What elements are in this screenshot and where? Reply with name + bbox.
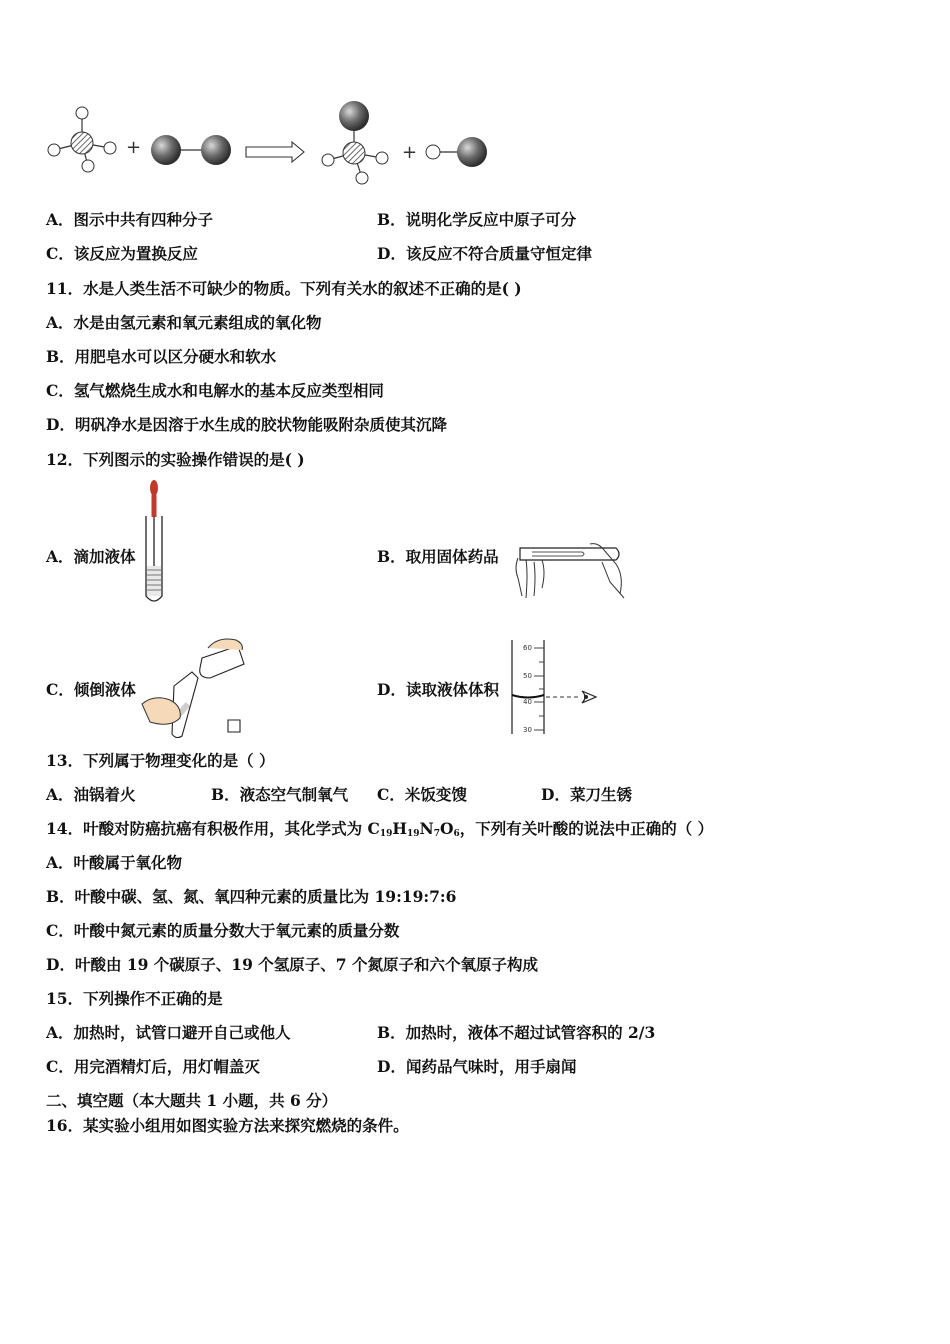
q14-stem	[46, 819, 713, 844]
dropper-bulb	[150, 480, 158, 496]
section2-title: 二、填空题（本大题共 1 小题，共 6 分）	[46, 1091, 338, 1110]
tick-label-60: 60	[523, 644, 532, 652]
q10-option-a: A．图示中共有四种分子	[46, 210, 214, 229]
formula-o-count: 6	[453, 829, 460, 839]
right-hand	[208, 639, 242, 650]
q13-option-b: B．液态空气制氧气	[211, 785, 349, 804]
formula-c-count: 19	[379, 829, 393, 839]
q12-option-b: B．取用固体药品	[377, 547, 499, 566]
dropper-test-tube-figure	[136, 478, 176, 608]
q11-option-d: D．明矾净水是因溶于水生成的胶状物能吸附杂质使其沉降	[46, 415, 447, 434]
formula-n: N	[419, 819, 434, 838]
q12-option-a: A．滴加液体	[46, 547, 136, 566]
tick-label-50: 50	[523, 672, 532, 680]
left-hand	[142, 698, 180, 725]
q15-option-b: B．加热时，液体不超过试管容积的 2/3	[377, 1023, 656, 1042]
formula-n-count: 7	[433, 829, 440, 839]
q13-option-d: D．菜刀生锈	[541, 785, 632, 804]
q11-option-a: A．水是由氢元素和氧元素组成的氧化物	[46, 313, 322, 332]
pouring-figure	[140, 638, 250, 738]
reagent-bottle	[200, 646, 244, 678]
reaction-diagram	[44, 98, 504, 190]
bottle-stopper	[228, 720, 240, 732]
product-molecule-1	[322, 101, 388, 184]
tick-label-30: 30	[523, 726, 532, 734]
solid-reagent-figure	[512, 538, 632, 604]
q10-option-c: C．该反应为置换反应	[46, 244, 198, 263]
q15-option-c: C．用完酒精灯后，用灯帽盖灭	[46, 1057, 260, 1076]
q13-option-a: A．油锅着火	[46, 785, 136, 804]
product-molecule-2	[426, 137, 487, 167]
q14-stem-pre: 14．叶酸对防癌抗癌有积极作用，其化学式为 C	[46, 819, 380, 838]
q12-option-d: D．读取液体体积	[377, 680, 499, 699]
q14-option-d: D．叶酸由 19 个碳原子、19 个氢原子、7 个氮原子和六个氧原子构成	[46, 955, 538, 974]
q14-stem-post: ，下列有关叶酸的说法中正确的（ ）	[459, 819, 714, 838]
q14-option-b: B．叶酸中碳、氢、氮、氧四种元素的质量比为 19:19:7:6	[46, 887, 457, 906]
q13-option-c: C．米饭变馊	[377, 785, 467, 804]
graduated-cylinder-figure	[504, 640, 604, 736]
q16-stem: 16．某实验小组用如图实验方法来探究燃烧的条件。	[46, 1116, 409, 1135]
q10-option-d: D．该反应不符合质量守恒定律	[377, 244, 592, 263]
q12-stem: 12．下列图示的实验操作错误的是( )	[46, 450, 305, 469]
q14-option-c: C．叶酸中氮元素的质量分数大于氧元素的质量分数	[46, 921, 400, 940]
reactant-molecule-1	[48, 107, 116, 172]
left-hand	[516, 558, 544, 598]
formula-h-count: 19	[407, 829, 420, 839]
q13-stem: 13．下列属于物理变化的是（ ）	[46, 751, 275, 770]
q15-option-d: D．闻药品气味时，用手扇闻	[377, 1057, 577, 1076]
formula-h: H	[392, 819, 407, 838]
q11-stem: 11．水是人类生活不可缺少的物质。下列有关水的叙述不正确的是( )	[46, 279, 522, 298]
formula-o: O	[439, 819, 454, 838]
tick-label-40: 40	[523, 698, 532, 706]
q14-option-a: A．叶酸属于氧化物	[46, 853, 183, 872]
plus-sign: +	[402, 142, 418, 163]
q10-option-b: B．说明化学反应中原子可分	[377, 210, 577, 229]
reaction-arrow	[246, 142, 304, 162]
plus-sign: +	[126, 137, 142, 158]
q12-option-c: C．倾倒液体	[46, 680, 136, 699]
q11-option-b: B．用肥皂水可以区分硬水和软水	[46, 347, 277, 366]
reactant-molecule-2	[151, 135, 231, 165]
meniscus	[512, 695, 544, 698]
q11-option-c: C．氢气燃烧生成水和电解水的基本反应类型相同	[46, 381, 384, 400]
q15-stem: 15．下列操作不正确的是	[46, 989, 223, 1008]
q15-option-a: A．加热时，试管口避开自己或他人	[46, 1023, 291, 1042]
